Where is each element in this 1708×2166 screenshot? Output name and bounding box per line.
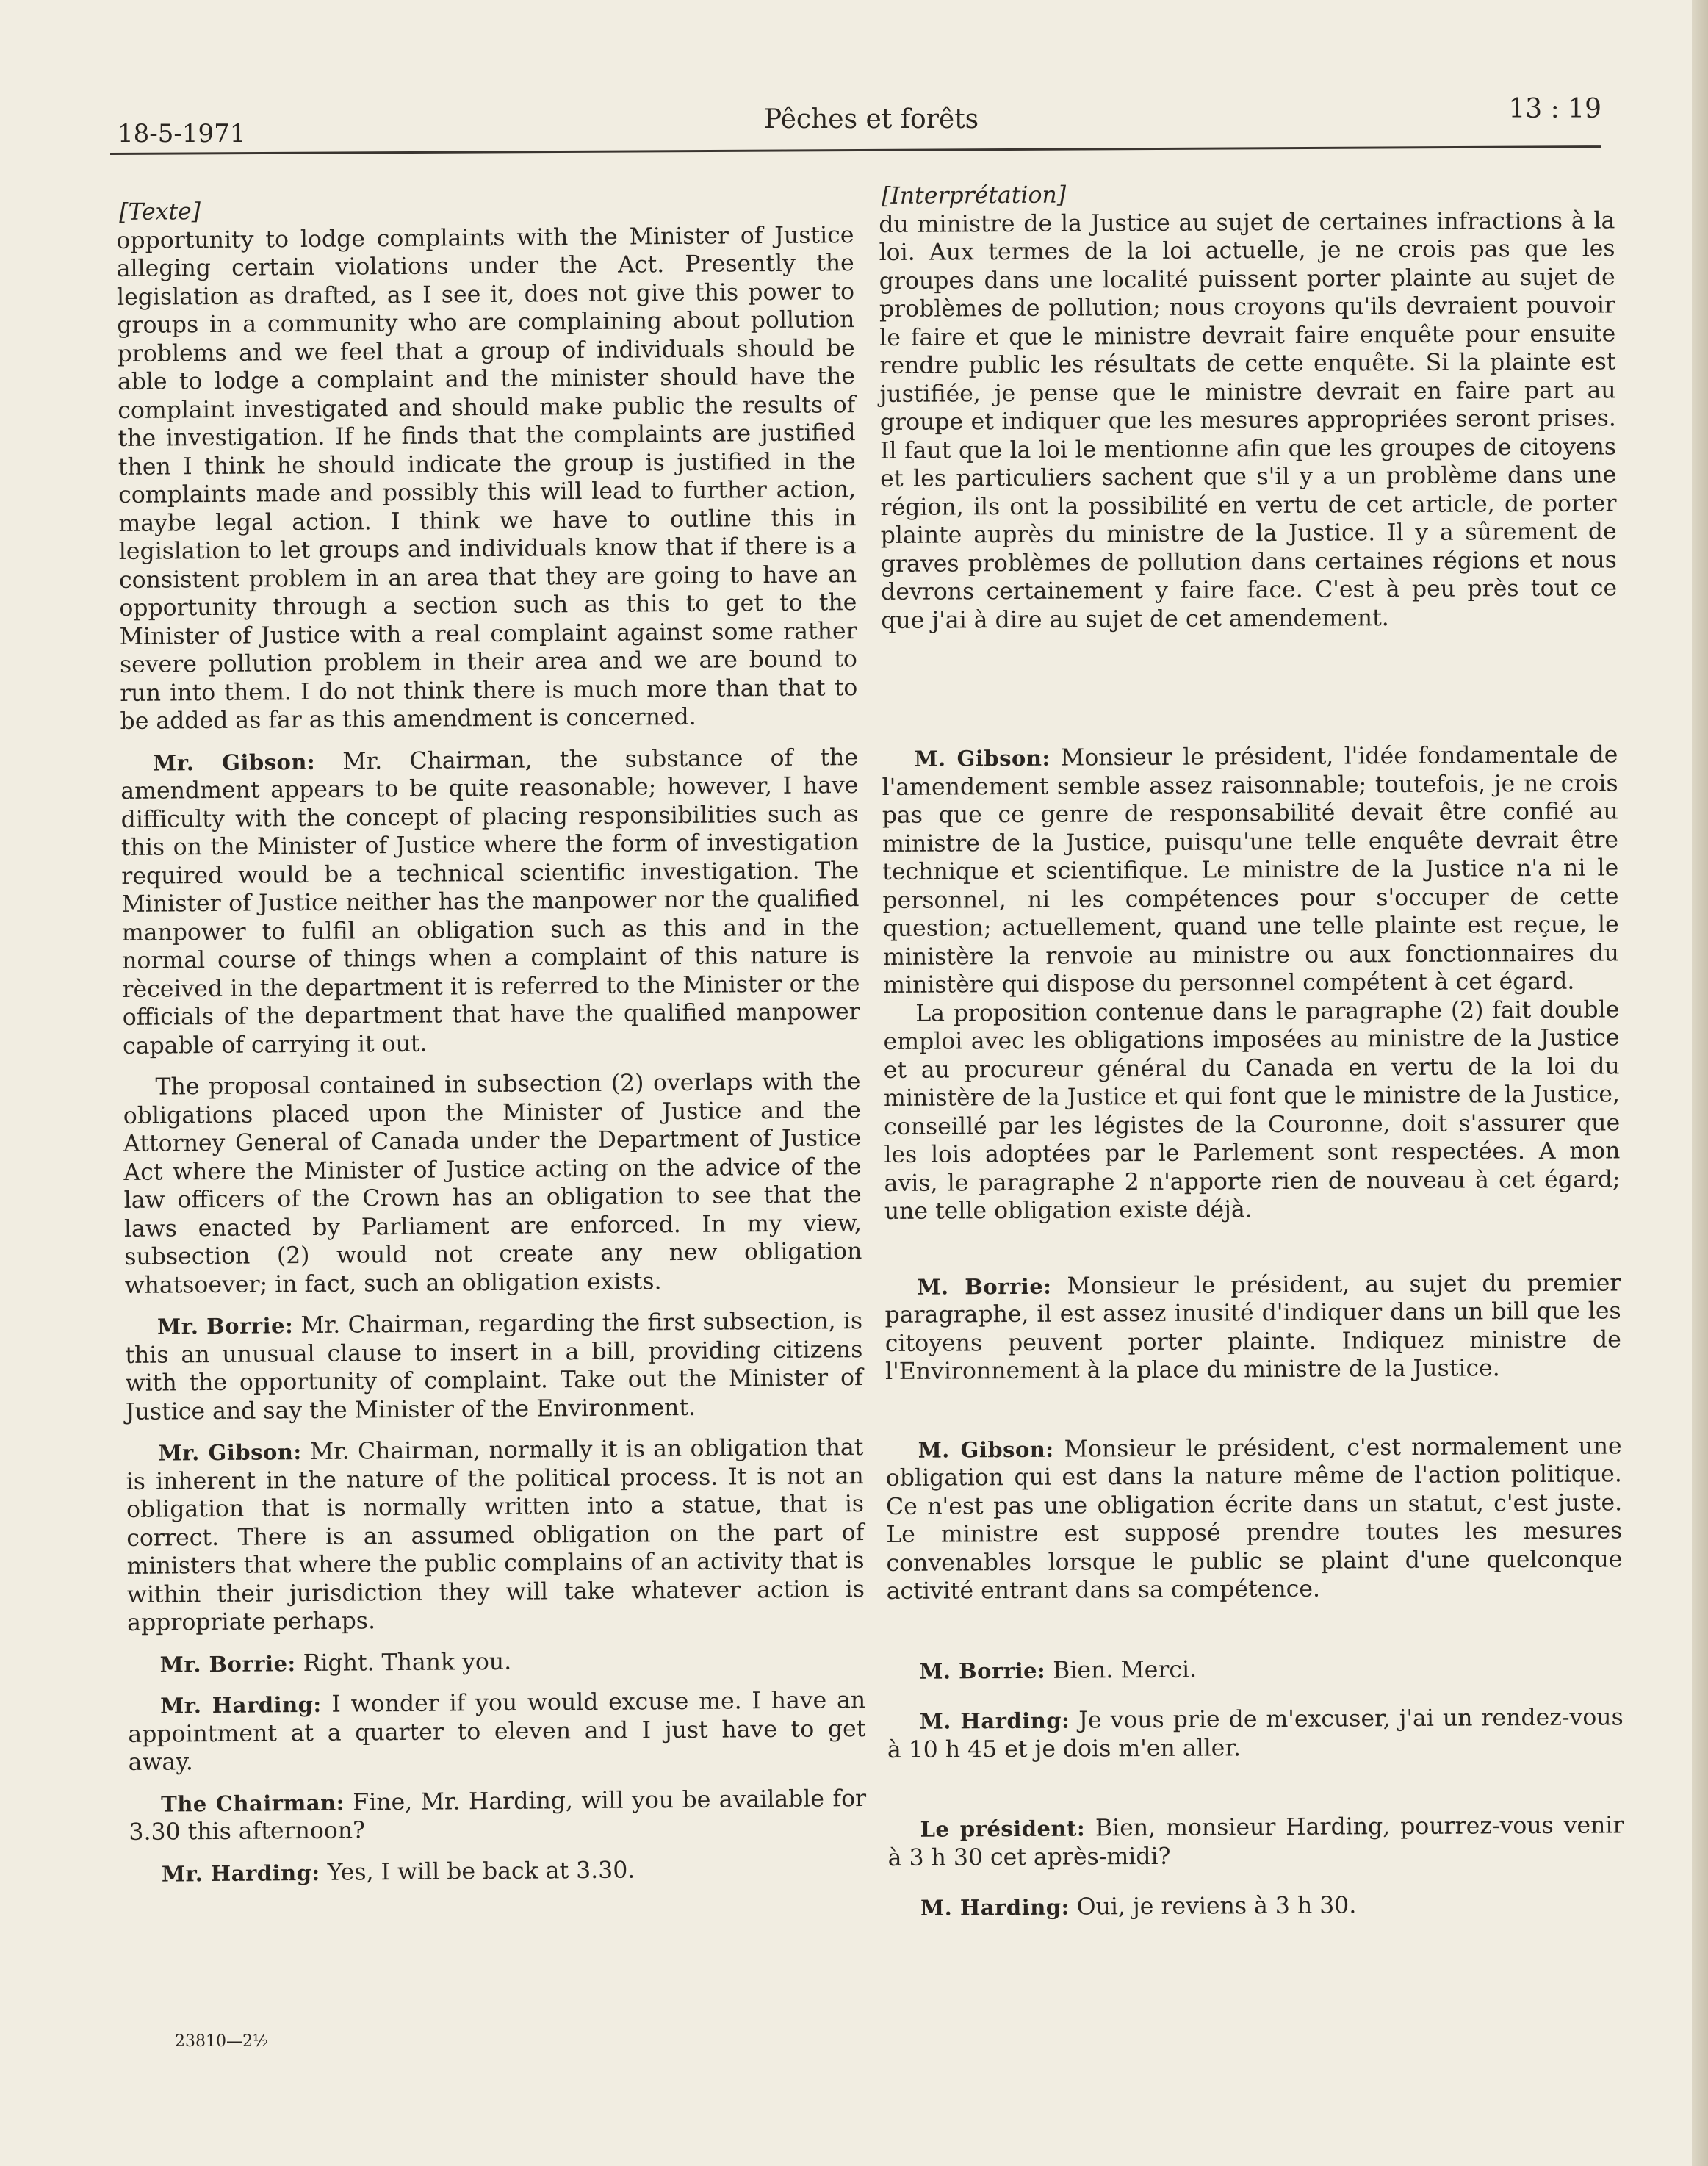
page-edge <box>1692 0 1708 2166</box>
speech-harding: Mr. Harding: Yes, I will be back at 3.30. <box>161 1857 635 1887</box>
speech-borrie: Mr. Borrie: Right. Thank you. <box>159 1648 512 1677</box>
print-code: 23810—2½ <box>175 2032 269 2051</box>
page-header <box>110 73 1601 154</box>
header-page-number: 13 : 19 <box>1508 94 1601 124</box>
speaker-label: Mr. Harding: <box>159 1691 322 1719</box>
speech-borrie: Mr. Borrie: Mr. Chairman, regarding the first subsection, is this an unusual clause to insert in a bill, providing citizens with the opportunity of complaint. Take out the Minister of Justice and say the Minister of the Environment. <box>125 1308 863 1425</box>
speaker-label: Mr. Gibson: <box>158 1439 302 1466</box>
speech-gibson: M. Gibson: Monsieur le président, l'idée fondamentale de l'amendement semble assez raisonnable; toutefois, je ne crois pas que ce genre de responsabilité devait être confié au ministre de la Justice, puisqu'une telle enquête devrait être technique et scientifique. Le ministre de la Justice n'a ni le personnel, ni les compétences pour s'occuper de cette question; actuellement, quand une telle plainte est reçue, le ministère la renvoie au ministre ou aux fonctionnaires du ministère qui dispose du personnel compétent à cet égard. <box>882 741 1619 999</box>
speech-chairman: The Chairman: Fine, Mr. Harding, will you be available for 3.30 this afternoon? <box>129 1785 867 1846</box>
speaker-label: M. Harding: <box>920 1894 1070 1921</box>
speaker-label: Le président: <box>920 1816 1086 1842</box>
speech-gibson: Mr. Gibson: Mr. Chairman, the substance of the amendment appears to be quite reasonable; however, I have difficulty with the concept of placing responsibilities such as this on the Minister of Justice where the form of investigation required would be a technical scientific investigation. The Minister of Justice neither has the manpower nor the qualified manpower to fulfil an obligation such as this and in the normal course of things when a complaint of this nature is rèceived in the department it is referred to the Minister or the officials of the department that have the qualified manpower capable of carrying it out. <box>120 744 860 1059</box>
paragraph: La proposition contenue dans le paragraphe (2) fait double emploi avec les obligations imposées au ministre de la Justice et au procureur général du Canada en vertu de la loi du ministère de la Justice et qui font que le ministre de la Justice, conseillé par les légistes de la Couronne, doit s'assurer que les lois adoptées par le Parlement sont respectées. A mon avis, le paragraphe 2 n'apporte rien de nouveau à cet égard; une telle obligation existe déjà. <box>883 996 1621 1225</box>
header-date: 18-5-1971 <box>118 119 246 148</box>
section-tag-interpretation: [Interprétation] <box>882 181 1067 209</box>
speaker-label: M. Borrie: <box>917 1273 1052 1300</box>
speaker-label: The Chairman: <box>161 1790 345 1817</box>
section-tag-texte: [Texte] <box>119 198 201 226</box>
paragraph: opportunity to lodge complaints with the Minister of Justice alleging certain violations under the Act. Presently the legislation as drafted, as I see it, does not give this power to groups in a community who are complaining about pollution problems and we feel that a group of individuals should be able to lodge a complaint and the minister should have the complaint investigated and should make public the results of the investigation. If he finds that the complaints are justified then I think he should indicate the group is justified in the complaints made and possibly this will lead to further action, maybe legal action. I think we have to outline this in legislation to let groups and individuals know that if there is a consistent problem in an area that they are going to have an opportunity through a section such as this to get to the Minister of Justice with a real complaint against some rather severe pollution problem in their area and we are bound to run into them. I do not think there is much more than that to be added as far as this amendment is concerned. <box>116 221 858 735</box>
speaker-label: M. Borrie: <box>919 1658 1046 1684</box>
english-column <box>116 193 867 1888</box>
french-column <box>879 178 1624 1922</box>
speech-gibson: M. Gibson: Monsieur le président, c'est normalement une obligation qui est dans la nature même de l'action politique. Ce n'est pas une obligation écrite dans un statut, c'est juste. Le ministre est supposé prendre toutes les mesures convenables lorsque le public se plaint d'une quelconque activité entrant dans sa compétence. <box>885 1432 1623 1605</box>
paragraph: du ministre de la Justice au sujet de certaines infractions à la loi. Aux termes de la loi actuelle, je ne crois pas que les groupes dans une localité puissent porter plainte au sujet de problèmes de pollution; nous croyons qu'ils devraient pouvoir le faire et que le ministre devrait faire enquête pour ensuite rendre public les résultats de cette enquête. Si la plainte est justifiée, je pense que le ministre devrait en faire part au groupe et indiquer que les mesures appropriées seront prises. Il faut que la loi le mentionne afin que les groupes de citoyens et les particuliers sachent que s'il y a un problème dans une région, ils ont la possibilité en vertu de cet article, de porter plainte auprès du ministre de la Justice. Il y a sûrement de graves problèmes de pollution dans certaines régions et nous devrons certainement y faire face. C'est à peu près tout ce que j'ai à dire au sujet de cet amendement. <box>879 206 1618 634</box>
speaker-label: Mr. Borrie: <box>159 1650 296 1677</box>
speech-harding: M. Harding: Oui, je reviens à 3 h 30. <box>920 1892 1357 1921</box>
speaker-label: Mr. Harding: <box>161 1860 320 1887</box>
speaker-label: Mr. Gibson: <box>152 749 316 776</box>
speech-president: Le président: Bien, monsieur Harding, pourrez-vous venir à 3 h 30 cet après-midi? <box>887 1812 1624 1871</box>
speech-borrie: M. Borrie: Monsieur le président, au sujet du premier paragraphe, il est assez inusité d'indiquer dans un bill que les citoyens peuvent porter plainte. Indiquez ministre de l'Environnement à la place du ministre de la Justice. <box>884 1269 1621 1385</box>
header-title: Pêches et forêts <box>764 104 979 134</box>
speech-gibson: Mr. Gibson: Mr. Chairman, normally it is an obligation that is inherent in the nature of the political process. It is not an obligation that is normally written into a statue, that is correct. There is an assumed obligation on the part of ministers that where the public complains of an activity that is within their jurisdiction they will take whatever action is appropriate perhaps. <box>126 1434 865 1636</box>
paragraph: The proposal contained in subsection (2) overlaps with the obligations placed upon the Minister of Justice and the Attorney General of Canada under the Department of Justice Act where the Minister of Justice acting on the advice of the law officers of the Crown has an obligation to see that the laws enacted by Parliament are enforced. In my view, subsection (2) would not create any new obligation whatsoever; in fact, such an obligation exists. <box>123 1068 862 1299</box>
speech-harding: Mr. Harding: I wonder if you would excuse me. I have an appointment at a quarter to eleven and I just have to get away. <box>128 1687 866 1776</box>
speaker-label: M. Gibson: <box>918 1436 1054 1463</box>
speech-harding: M. Harding: Je vous prie de m'excuser, j'ai un rendez-vous à 10 h 45 et je dois m'en aller. <box>887 1704 1624 1763</box>
header-rule <box>110 145 1601 155</box>
speaker-label: Mr. Borrie: <box>156 1313 294 1339</box>
speaker-label: M. Gibson: <box>914 745 1051 771</box>
speaker-label: M. Harding: <box>919 1708 1070 1734</box>
speech-borrie: M. Borrie: Bien. Merci. <box>919 1656 1197 1684</box>
